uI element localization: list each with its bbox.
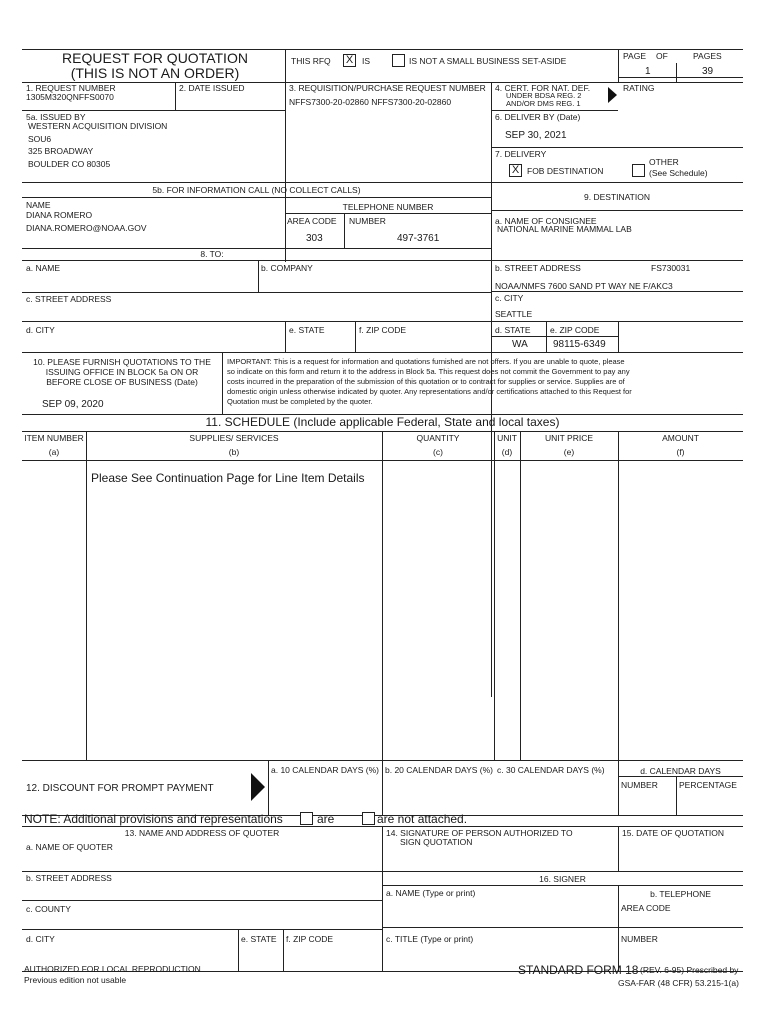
col-unit-label: UNIT bbox=[497, 433, 517, 443]
to-company-label: b. COMPANY bbox=[261, 263, 313, 273]
furnish-line2: ISSUING OFFICE IN BLOCK 5a ON OR bbox=[45, 367, 199, 377]
fob-destination-label: FOB DESTINATION bbox=[527, 166, 604, 176]
of-label: OF bbox=[656, 51, 668, 61]
other-delivery-sub: (See Schedule) bbox=[649, 168, 708, 178]
request-number-label: 1. REQUEST NUMBER bbox=[26, 83, 116, 93]
requisition-label: 3. REQUISITION/PURCHASE REQUEST NUMBER bbox=[289, 83, 486, 93]
zip-value: 98115-6349 bbox=[553, 339, 606, 350]
col-quantity-sub: (c) bbox=[433, 447, 443, 457]
quoter-street-label: b. STREET ADDRESS bbox=[26, 873, 112, 883]
city-label: c. CITY bbox=[495, 293, 524, 303]
consignee-label: a. NAME OF CONSIGNEE bbox=[495, 216, 597, 226]
important-line2: so indicate on this form and return it to the address in Block 5a. This request does not commit the Government to pay any bbox=[227, 367, 630, 376]
provisions-are-checkbox[interactable] bbox=[300, 812, 313, 825]
provisions-are-not-label: are not attached. bbox=[377, 812, 468, 826]
to-label: 8. TO: bbox=[200, 249, 224, 259]
zip-label: e. ZIP CODE bbox=[550, 325, 600, 335]
delivery-label: 7. DELIVERY bbox=[495, 149, 547, 159]
schedule-title: 11. SCHEDULE (Include applicable Federal, State and local taxes) bbox=[205, 415, 560, 429]
signer-title-label: c. TITLE (Type or print) bbox=[386, 934, 474, 944]
col-supplies-sub: (b) bbox=[228, 447, 240, 457]
signature-label-2: SIGN QUOTATION bbox=[400, 837, 473, 847]
continuation-text: Please See Continuation Page for Line Item Details bbox=[91, 471, 365, 485]
cert-label-3: AND/OR DMS REG. 1 bbox=[506, 99, 581, 108]
footer-previous-edition: Previous edition not usable bbox=[24, 975, 127, 985]
street-address-label: b. STREET ADDRESS bbox=[495, 263, 581, 273]
discount-col-b: b. 20 CALENDAR DAYS (%) bbox=[385, 765, 494, 775]
deliver-by-value: SEP 30, 2021 bbox=[505, 130, 567, 141]
issued-by-label: 5a. ISSUED BY bbox=[26, 112, 86, 122]
cert-label-2: UNDER BDSA REG. 2 bbox=[506, 91, 582, 100]
signer-number-label: NUMBER bbox=[621, 934, 658, 944]
page-count: 39 bbox=[702, 66, 714, 77]
state-value: WA bbox=[512, 339, 528, 350]
deliver-by-label: 6. DELIVER BY (Date) bbox=[495, 112, 581, 122]
city-value: SEATTLE bbox=[495, 309, 533, 319]
footer-form-rev: (REV. 6-95) Prescribed by bbox=[640, 965, 739, 975]
to-street-label: c. STREET ADDRESS bbox=[26, 294, 112, 304]
discount-col-d: d. CALENDAR DAYS bbox=[640, 766, 721, 776]
col-supplies-label: SUPPLIES/ SERVICES bbox=[189, 433, 279, 443]
info-email-value: DIANA.ROMERO@NOAA.GOV bbox=[26, 223, 147, 233]
furnish-line1: 10. PLEASE FURNISH QUOTATIONS TO THE bbox=[33, 357, 211, 367]
street-address-code: FS730031 bbox=[651, 263, 691, 273]
provisions-are-not-checkbox[interactable] bbox=[362, 812, 375, 825]
important-line4: domestic origin unless otherwise indicated by quoter. Any representations and/or certifications attached to this Request for bbox=[227, 387, 632, 396]
rating-arrow-icon bbox=[608, 87, 617, 103]
form-title: REQUEST FOR QUOTATION bbox=[62, 50, 248, 66]
footer-authorized: AUTHORIZED FOR LOCAL REPRODUCTION bbox=[24, 964, 201, 974]
to-city-label: d. CITY bbox=[26, 325, 55, 335]
issued-by-line2: SOU6 bbox=[28, 134, 52, 144]
col-unit-sub: (d) bbox=[501, 447, 513, 457]
discount-number-label: NUMBER bbox=[621, 780, 658, 790]
issued-by-line1: WESTERN ACQUISITION DIVISION bbox=[28, 121, 168, 131]
issued-by-line3: 325 BROADWAY bbox=[28, 146, 94, 156]
signer-area-code-label: AREA CODE bbox=[621, 903, 671, 913]
quoter-address-label: 13. NAME AND ADDRESS OF QUOTER bbox=[124, 828, 280, 838]
quoter-zip-label: f. ZIP CODE bbox=[286, 934, 334, 944]
quotation-date-label: 15. DATE OF QUOTATION bbox=[622, 828, 725, 838]
quoter-name-label: a. NAME OF QUOTER bbox=[26, 842, 113, 852]
col-item-number-sub: (a) bbox=[48, 447, 60, 457]
col-unit-price-label: UNIT PRICE bbox=[544, 433, 594, 443]
col-amount-label: AMOUNT bbox=[662, 433, 699, 443]
note-text: NOTE: Additional provisions and representations bbox=[24, 812, 283, 826]
important-line1: IMPORTANT: This is a request for information and quotations furnished are not offers. If you are unable to quote, please bbox=[227, 357, 625, 366]
telephone-number-value: 497-3761 bbox=[397, 233, 440, 244]
date-issued-label: 2. DATE ISSUED bbox=[179, 83, 245, 93]
telephone-label: TELEPHONE NUMBER bbox=[342, 202, 434, 212]
discount-arrow-icon bbox=[251, 773, 265, 801]
signer-telephone-label: b. TELEPHONE bbox=[650, 889, 711, 899]
footer-form-ref: GSA-FAR (48 CFR) 53.215-1(a) bbox=[618, 978, 739, 988]
discount-col-a: a. 10 CALENDAR DAYS (%) bbox=[271, 765, 380, 775]
important-line5: Quotation must be completed by the quoter. bbox=[227, 397, 373, 406]
pages-label: PAGES bbox=[693, 51, 722, 61]
info-name-label: NAME bbox=[26, 200, 51, 210]
page-label: PAGE bbox=[623, 51, 646, 61]
important-line3: costs incurred in the preparation of the submission of this quotation or to contract for supplies or service. Supplies are of bbox=[227, 377, 625, 386]
area-code-value: 303 bbox=[306, 233, 323, 244]
quoter-city-label: d. CITY bbox=[26, 934, 55, 944]
to-zip-label: f. ZIP CODE bbox=[359, 325, 407, 335]
col-unit-price-sub: (e) bbox=[563, 447, 575, 457]
quoter-county-label: c. COUNTY bbox=[26, 904, 71, 914]
col-item-number-label: ITEM NUMBER bbox=[24, 433, 84, 443]
rfq-is-check-mark: X bbox=[345, 54, 354, 66]
issued-by-line4: BOULDER CO 80305 bbox=[28, 159, 111, 169]
discount-label: 12. DISCOUNT FOR PROMPT PAYMENT bbox=[26, 783, 214, 794]
street-address-value: NOAA/NMFS 7600 SAND PT WAY NE F/AKC3 bbox=[495, 281, 673, 291]
cert-label-1: 4. CERT. FOR NAT. DEF. bbox=[495, 83, 591, 93]
info-call-label: 5b. FOR INFORMATION CALL (NO COLLECT CALLS) bbox=[152, 185, 361, 195]
signer-label: 16. SIGNER bbox=[539, 874, 586, 884]
area-code-label: AREA CODE bbox=[287, 216, 337, 226]
consignee-value: NATIONAL MARINE MAMMAL LAB bbox=[497, 224, 632, 234]
rating-label: RATING bbox=[623, 83, 655, 93]
furnish-date-value: SEP 09, 2020 bbox=[42, 399, 104, 410]
discount-col-c: c. 30 CALENDAR DAYS (%) bbox=[497, 765, 605, 775]
provisions-are-label: are bbox=[317, 812, 335, 826]
discount-percentage-label: PERCENTAGE bbox=[679, 780, 737, 790]
to-name-label: a. NAME bbox=[26, 263, 61, 273]
col-amount-sub: (f) bbox=[676, 447, 685, 457]
not-small-business-label: IS NOT A SMALL BUSINESS SET-ASIDE bbox=[409, 56, 567, 66]
furnish-line3: BEFORE CLOSE OF BUSINESS (Date) bbox=[46, 377, 198, 387]
other-delivery-checkbox[interactable] bbox=[632, 164, 645, 177]
info-name-value: DIANA ROMERO bbox=[26, 210, 93, 220]
footer-form-name: STANDARD FORM 18 bbox=[518, 963, 639, 977]
to-state-label: e. STATE bbox=[289, 325, 325, 335]
rfq-is-label: IS bbox=[362, 56, 371, 66]
col-quantity-label: QUANTITY bbox=[416, 433, 460, 443]
other-delivery-label: OTHER bbox=[649, 157, 679, 167]
request-number-value: 1305M320QNFFS0070 bbox=[26, 92, 114, 102]
page-number: 1 bbox=[645, 66, 651, 77]
signer-name-label: a. NAME (Type or print) bbox=[386, 888, 476, 898]
destination-label: 9. DESTINATION bbox=[584, 192, 650, 202]
form-subtitle: (THIS IS NOT AN ORDER) bbox=[70, 65, 240, 81]
requisition-value: NFFS7300-20-02860 NFFS7300-20-02860 bbox=[289, 97, 452, 107]
fob-destination-check-mark: X bbox=[511, 164, 520, 176]
this-rfq-label: THIS RFQ bbox=[291, 56, 331, 66]
number-label: NUMBER bbox=[349, 216, 386, 226]
not-small-business-checkbox[interactable] bbox=[392, 54, 405, 67]
quoter-state-label: e. STATE bbox=[241, 934, 277, 944]
signature-label-1: 14. SIGNATURE OF PERSON AUTHORIZED TO bbox=[386, 828, 573, 838]
state-label: d. STATE bbox=[495, 325, 531, 335]
